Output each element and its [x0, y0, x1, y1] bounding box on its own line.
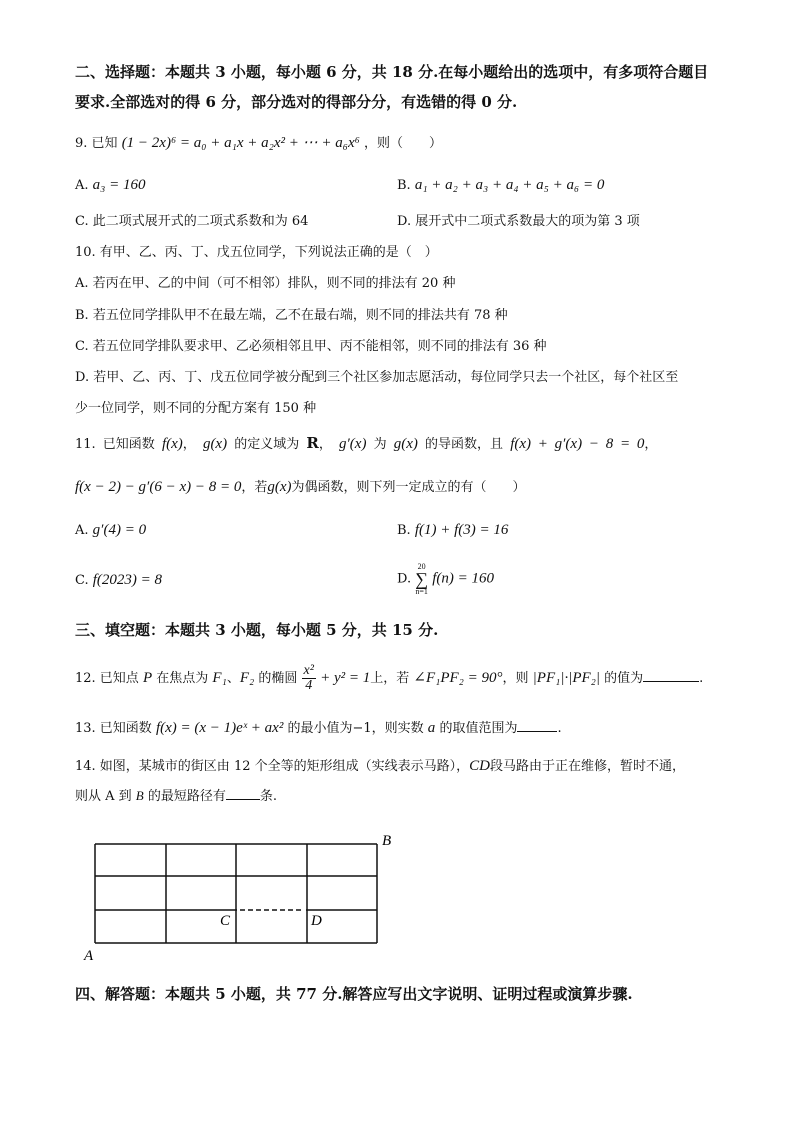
q11-option-b[interactable]	[397, 520, 508, 541]
q10-option-d-line2[interactable]: 少一位同学，则不同的分配方案有 150 种	[75, 401, 317, 416]
q11-gx: g(x)	[267, 479, 292, 495]
q13-function: f(x) = (x − 1)eˣ + ax²	[155, 720, 284, 736]
q11-text: 11. 已知函数	[75, 437, 155, 452]
q11-option-d-label: D.	[397, 571, 412, 587]
q12-answer-blank[interactable]	[643, 669, 699, 682]
q11-option-a-label: A.	[75, 523, 89, 538]
q11-option-a[interactable]	[75, 520, 146, 541]
q12-text: 、	[226, 671, 240, 686]
q11-text: 为	[373, 437, 387, 452]
label-d: D	[311, 913, 322, 929]
q14-text: 条.	[259, 789, 278, 804]
question-12	[75, 664, 703, 693]
q11-text: 的定义域为	[234, 437, 300, 452]
question-11-line1	[75, 433, 657, 455]
question-14-line2	[75, 786, 277, 807]
section2-title-line1: 二、选择题：本题共 3 小题，每小题 6 分，共 18 分.在每小题给出的选项中，有多项符合题目	[75, 63, 709, 81]
q11-option-c-label: C.	[75, 573, 89, 588]
q9-option-a-label: A.	[75, 178, 89, 193]
q9-option-b-expr: a₁ + a₂ + a₃ + a₄ + a₅ + a₆ = 0	[414, 177, 605, 193]
q12-text: 上，若	[370, 671, 410, 686]
label-b: B	[382, 833, 392, 849]
q12-focus-2: F₂	[239, 670, 255, 686]
q10-option-c[interactable]: C. 若五位同学排队要求甲、乙必须相邻且甲、丙不能相邻，则不同的排法有 36 种	[75, 339, 547, 354]
sum-lower-limit: n=1	[415, 587, 428, 596]
question-9-stem	[75, 133, 442, 154]
q11-text: ，	[318, 437, 332, 452]
q14-answer-blank[interactable]	[226, 787, 260, 800]
q11-option-b-expr: f(1) + f(3) = 16	[414, 522, 509, 538]
q12-text: 在焦点为	[156, 671, 209, 686]
q11-option-c[interactable]	[75, 570, 162, 591]
q11-real-set: R	[306, 434, 319, 452]
q12-ellipse-eq: + y² = 1	[320, 670, 371, 686]
q13-text: .	[557, 721, 562, 736]
q9-option-d[interactable]: D. 展开式中二项式系数最大的项为第 3 项	[397, 214, 640, 229]
cd-gap	[237, 908, 306, 912]
q12-point-p: P	[142, 670, 153, 686]
q11-condition-1: f(x) + g′(x) − 8 = 0	[510, 436, 645, 452]
q13-variable-a: a	[427, 720, 436, 736]
label-a: A	[84, 948, 94, 964]
q10-option-a[interactable]: A. 若丙在甲、乙的中间（可不相邻）排队，则不同的排法有 20 种	[75, 276, 456, 291]
sum-upper-limit: 20	[417, 562, 426, 571]
q12-text: 12. 已知点	[75, 671, 139, 686]
section3-title: 三、填空题：本题共 3 小题，每小题 5 分，共 15 分.	[75, 621, 439, 639]
q11-text: ，	[182, 437, 196, 452]
q9-option-a-expr: a₃ = 160	[92, 177, 146, 193]
q12-text: .	[699, 671, 704, 686]
q12-fraction-numerator: x²	[303, 663, 314, 678]
q13-text: 的最小值为−1，则实数	[287, 721, 424, 736]
question-13	[75, 718, 562, 739]
q11-gx: g(x)	[393, 436, 418, 452]
q14-segment-cd: CD	[469, 758, 490, 774]
grid-lines	[95, 844, 377, 943]
q12-product: |PF₁|·|PF₂|	[532, 670, 600, 686]
question-14-line1	[75, 756, 685, 777]
q11-option-d-expr: f(n) = 160	[432, 570, 494, 587]
q9-expression: (1 − 2x)⁶ = a₀ + a₁x + a₂x² + ⋯ + a₆x⁶	[121, 135, 360, 151]
question-11-line2	[75, 477, 526, 498]
q12-angle: ∠F₁PF₂ = 90°	[413, 670, 503, 686]
q10-option-d-line1[interactable]: D. 若甲、乙、丙、丁、戊五位同学被分配到三个社区参加志愿活动，每位同学只去一个社区，每个社区至	[75, 370, 679, 385]
q12-text: 的值为	[604, 671, 644, 686]
q12-text: 的椭圆	[258, 671, 298, 686]
summation	[415, 562, 428, 596]
q12-fraction	[302, 664, 316, 693]
q9-number: 9. 已知	[75, 136, 118, 151]
q11-text: 的导函数，且	[425, 437, 504, 452]
section2-title-line2: 要求.全部选对的得 6 分，部分选对的得部分分，有选错的得 0 分.	[75, 93, 518, 111]
q14-text: 段马路由于正在维修，暂时不通，	[489, 759, 685, 774]
q9-option-b[interactable]	[397, 175, 604, 196]
q11-text: 为偶函数，则下列一定成立的有（ ）	[291, 480, 526, 495]
q11-option-c-expr: f(2023) = 8	[92, 572, 163, 588]
q9-option-c[interactable]: C. 此二项式展开式的二项式系数和为 64	[75, 214, 309, 229]
q11-fx: f(x)	[161, 436, 183, 452]
q13-text: 13. 已知函数	[75, 721, 152, 736]
q9-suffix: ，则（ ）	[363, 136, 442, 151]
q11-condition-2: f(x − 2) − g′(6 − x) − 8 = 0	[75, 479, 242, 495]
q11-gprime: g′(x)	[339, 436, 367, 452]
q9-option-a[interactable]	[75, 175, 146, 196]
q12-fraction-denominator: 4	[305, 678, 313, 693]
q10-option-b[interactable]: B. 若五位同学排队甲不在最左端，乙不在最右端，则不同的排法共有 78 种	[75, 308, 508, 323]
sigma-symbol: ∑	[415, 569, 429, 589]
q14-text: 则从 A 到	[75, 789, 132, 804]
label-c: C	[220, 913, 231, 929]
q12-focus-1: F₁	[212, 670, 227, 686]
section4-title: 四、解答题：本题共 5 小题，共 77 分.解答应写出文字说明、证明过程或演算步骤.	[75, 985, 633, 1003]
q14-text: 14. 如图，某城市的街区由 12 个全等的矩形组成（实线表示马路），	[75, 759, 470, 774]
q11-text: ，	[644, 437, 658, 452]
q11-gx: g(x)	[202, 436, 228, 452]
question-10-stem: 10. 有甲、乙、丙、丁、戊五位同学，下列说法正确的是（ ）	[75, 245, 438, 260]
q11-option-d[interactable]	[397, 562, 494, 596]
q13-answer-blank[interactable]	[517, 719, 557, 732]
q11-text: ，若	[241, 480, 268, 495]
q11-option-b-label: B.	[397, 523, 411, 538]
q14-point-b: B	[135, 788, 144, 803]
q9-option-b-label: B.	[397, 178, 411, 193]
q13-text: 的取值范围为	[439, 721, 518, 736]
q14-text: 的最短路径有	[147, 789, 226, 804]
street-grid-figure	[80, 830, 410, 965]
q12-text: ，则	[502, 671, 529, 686]
q11-option-a-expr: g′(4) = 0	[92, 522, 147, 538]
